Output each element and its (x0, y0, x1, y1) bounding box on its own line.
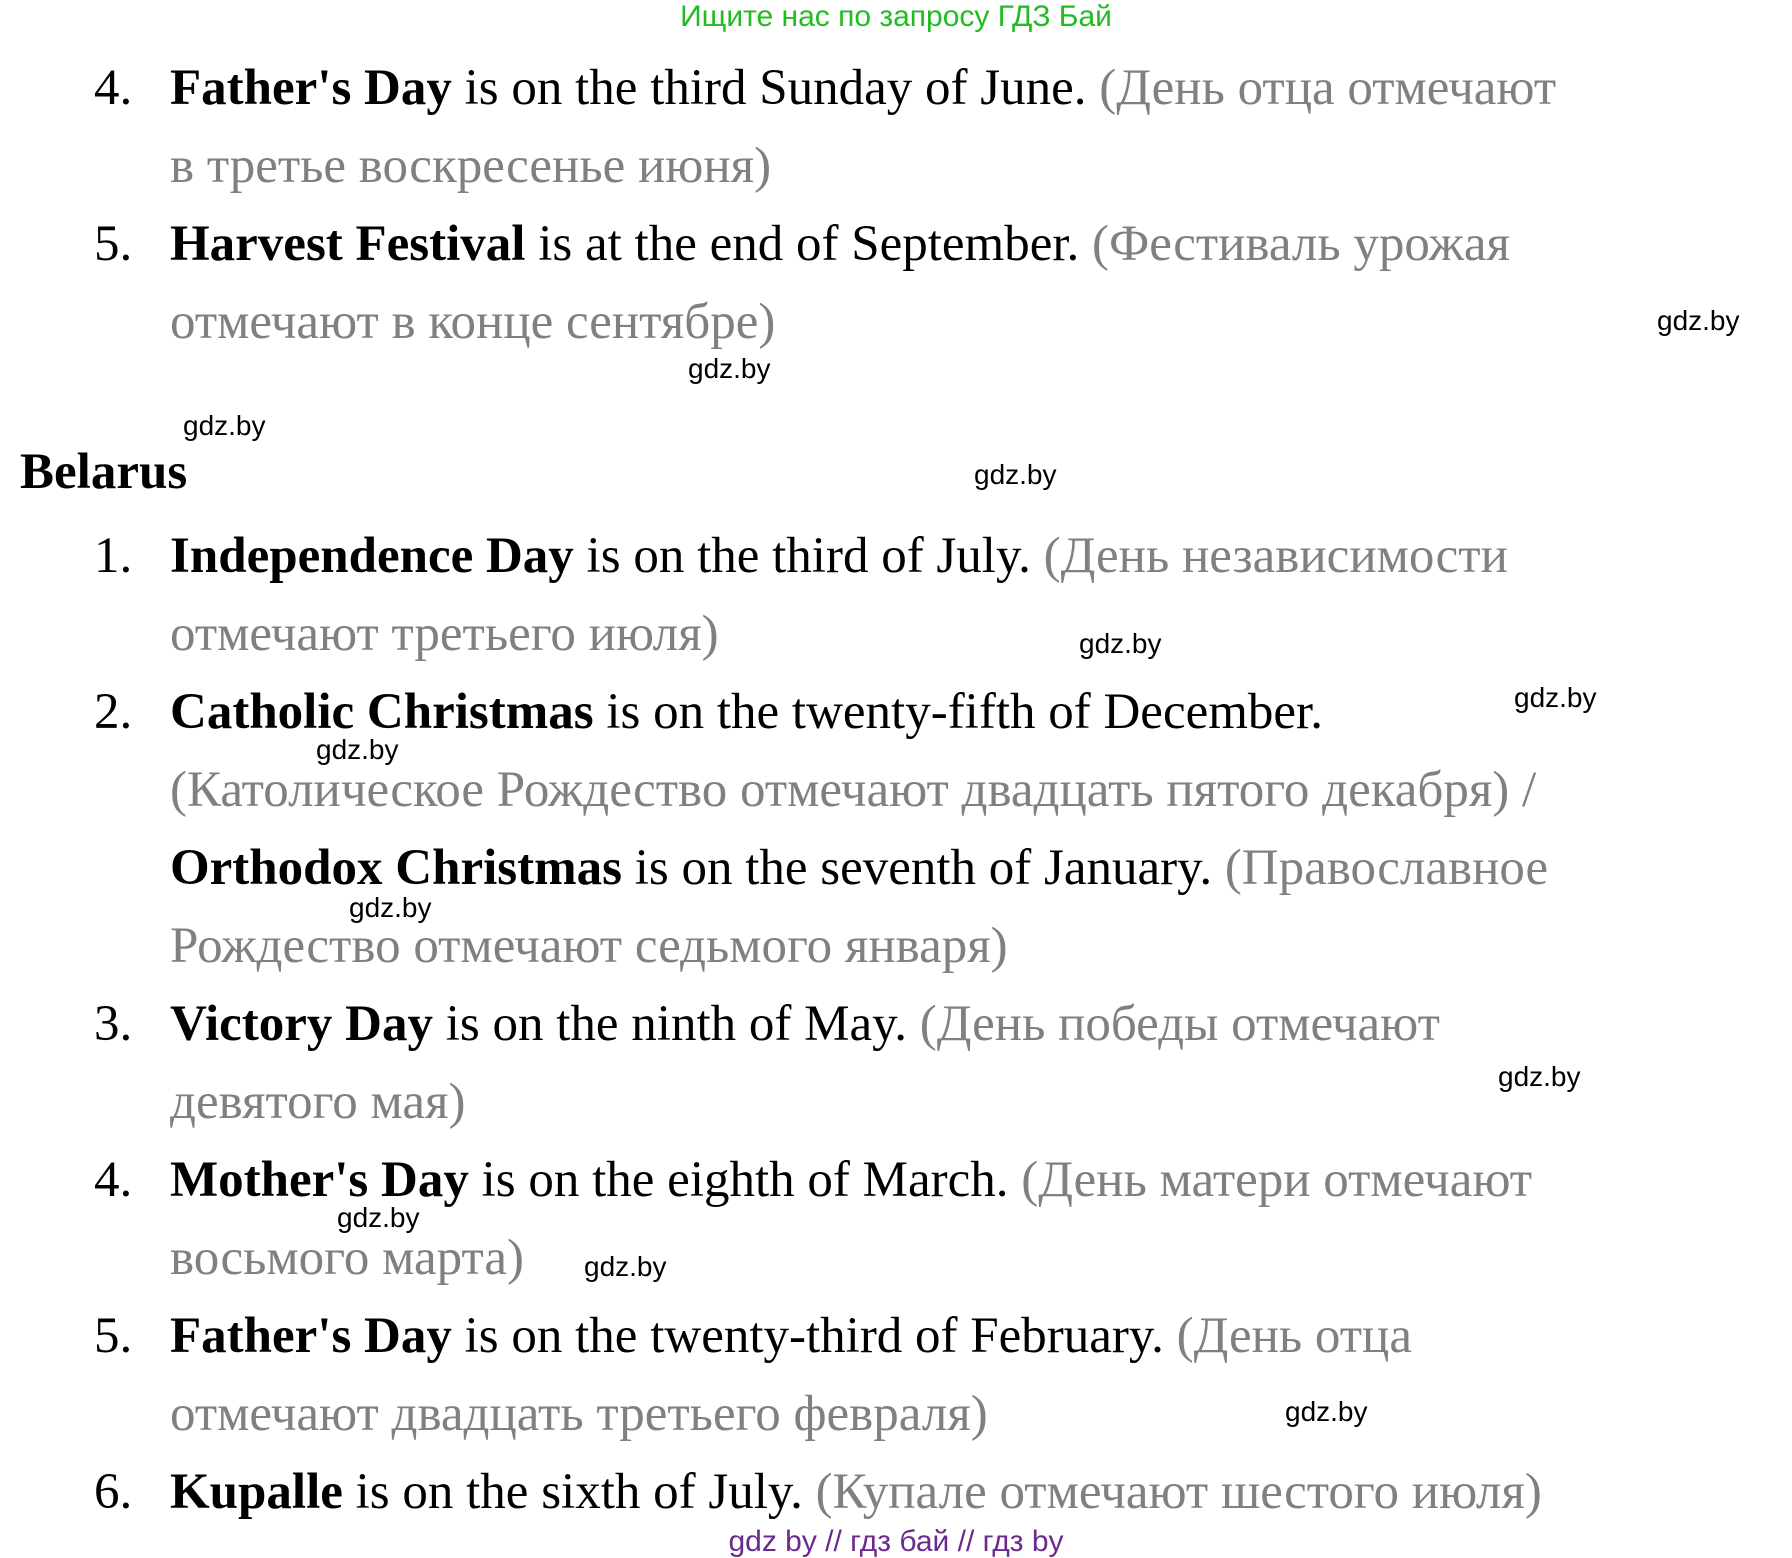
item-line-1 (170, 214, 1510, 274)
item-line-1 (170, 994, 1440, 1054)
holiday-term: Kupalle (170, 1464, 343, 1520)
english-text: is on the twenty-fifth of December. (593, 684, 1323, 740)
russian-translation: в третье воскресенье июня) (170, 138, 772, 194)
watermark: gdz.by (1079, 628, 1162, 659)
russian-translation: Рождество отмечают седьмого января) (170, 918, 1008, 974)
russian-translation: (День отца (1176, 1308, 1412, 1364)
holiday-term: Catholic Christmas (170, 684, 594, 740)
item-line-1 (170, 526, 1508, 586)
item-number: 1. (94, 528, 133, 584)
watermark: gdz.by (183, 410, 266, 441)
item-line-1 (170, 58, 1556, 118)
russian-translation: (Католическое Рождество отмечают двадцать пятого декабря) / (170, 762, 1537, 818)
item-number: 3. (94, 996, 133, 1052)
item-line-1 (170, 682, 1323, 742)
russian-translation: (Фестиваль урожая (1092, 216, 1510, 272)
item-number: 4. (94, 60, 133, 116)
english-text: is on the seventh of January. (621, 840, 1225, 896)
item-line-1 (170, 1306, 1412, 1366)
russian-translation: (Православное (1224, 840, 1549, 896)
russian-translation: (День победы отмечают (919, 996, 1440, 1052)
russian-translation: отмечают двадцать третьего февраля) (170, 1386, 988, 1442)
item-number: 4. (94, 1152, 133, 1208)
watermark: gdz.by (688, 353, 771, 384)
watermark: gdz.by (1657, 305, 1740, 336)
russian-translation: (Купале отмечают шестого июля) (815, 1464, 1542, 1520)
bottom-banner: gdz by // гдз бай // гдз by (728, 1525, 1064, 1558)
holiday-term: Harvest Festival (170, 216, 526, 272)
top-banner: Ищите нас по запросу ГДЗ Бай (680, 0, 1112, 33)
watermark: gdz.by (974, 459, 1057, 490)
russian-translation: (День независимости (1043, 528, 1508, 584)
russian-translation: отмечают в конце сентябре) (170, 294, 776, 350)
english-text: is on the eighth of March. (468, 1152, 1022, 1208)
watermark: gdz.by (337, 1202, 420, 1233)
item-line-3 (170, 838, 1548, 898)
item-number: 5. (94, 216, 133, 272)
holiday-term: Independence Day (170, 528, 574, 584)
watermark: gdz.by (1498, 1061, 1581, 1092)
watermark: gdz.by (584, 1251, 667, 1282)
holiday-term: Mother's Day (170, 1152, 469, 1208)
russian-translation: девятого мая) (170, 1074, 466, 1130)
item-line-1 (170, 1462, 1542, 1522)
holiday-term: Victory Day (170, 996, 433, 1052)
holiday-term: Father's Day (170, 60, 452, 116)
english-text: is on the twenty-third of February. (451, 1308, 1177, 1364)
english-text: is on the sixth of July. (342, 1464, 816, 1520)
item-line-1 (170, 1150, 1532, 1210)
section-heading: Belarus (20, 444, 188, 500)
watermark: gdz.by (1514, 682, 1597, 713)
item-number: 2. (94, 684, 133, 740)
russian-translation: отмечают третьего июля) (170, 606, 719, 662)
item-number: 5. (94, 1308, 133, 1364)
english-text: is at the end of September. (525, 216, 1093, 272)
english-text: is on the third of July. (573, 528, 1044, 584)
english-text: is on the third Sunday of June. (451, 60, 1100, 116)
holiday-term: Father's Day (170, 1308, 452, 1364)
russian-translation: восьмого марта) (170, 1230, 524, 1286)
english-text: is on the ninth of May. (432, 996, 920, 1052)
russian-translation: (День матери отмечают (1021, 1152, 1533, 1208)
watermark: gdz.by (1285, 1396, 1368, 1427)
watermark: gdz.by (349, 892, 432, 923)
holiday-term: Orthodox Christmas (170, 840, 622, 896)
russian-translation: (День отца отмечают (1099, 60, 1557, 116)
watermark: gdz.by (316, 734, 399, 765)
item-number: 6. (94, 1464, 133, 1520)
